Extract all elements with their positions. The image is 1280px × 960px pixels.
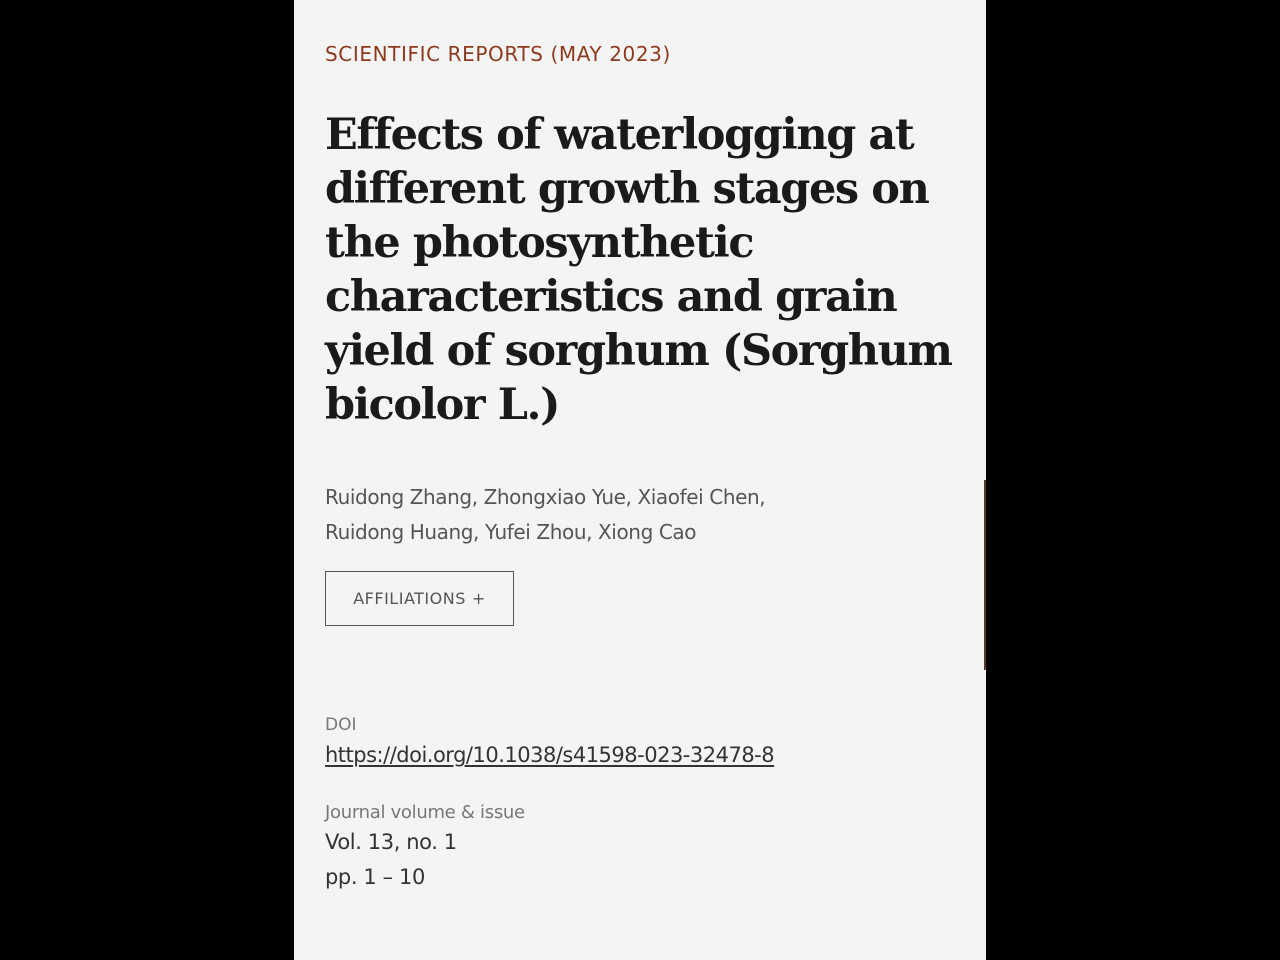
journal-issue-label: Journal volume & issue	[325, 802, 525, 823]
affiliations-label: AFFILIATIONS	[353, 589, 466, 608]
article-title: Effects of waterlogging at different growth stages on the photosynthetic characteristics and grain yield of sorghum (Sorghum bicolor L.)	[325, 110, 952, 430]
doi-label: DOI	[325, 715, 357, 735]
volume-issue: Vol. 13, no. 1	[325, 830, 457, 854]
authors-line: Ruidong Huang, Yufei Zhou, Xiong Cao	[325, 520, 697, 544]
doi-link[interactable]: https://doi.org/10.1038/s41598-023-32478-8	[325, 743, 775, 767]
article-page	[294, 0, 986, 960]
plus-icon: +	[471, 589, 486, 608]
author-list	[325, 480, 925, 550]
authors-line: Ruidong Zhang, Zhongxiao Yue, Xiaofei Chen,	[325, 485, 766, 509]
edge-divider	[984, 480, 986, 670]
page-range: pp. 1 – 10	[325, 865, 425, 889]
affiliations-button[interactable]	[325, 571, 514, 626]
journal-name: SCIENTIFIC REPORTS (MAY 2023)	[325, 42, 671, 66]
